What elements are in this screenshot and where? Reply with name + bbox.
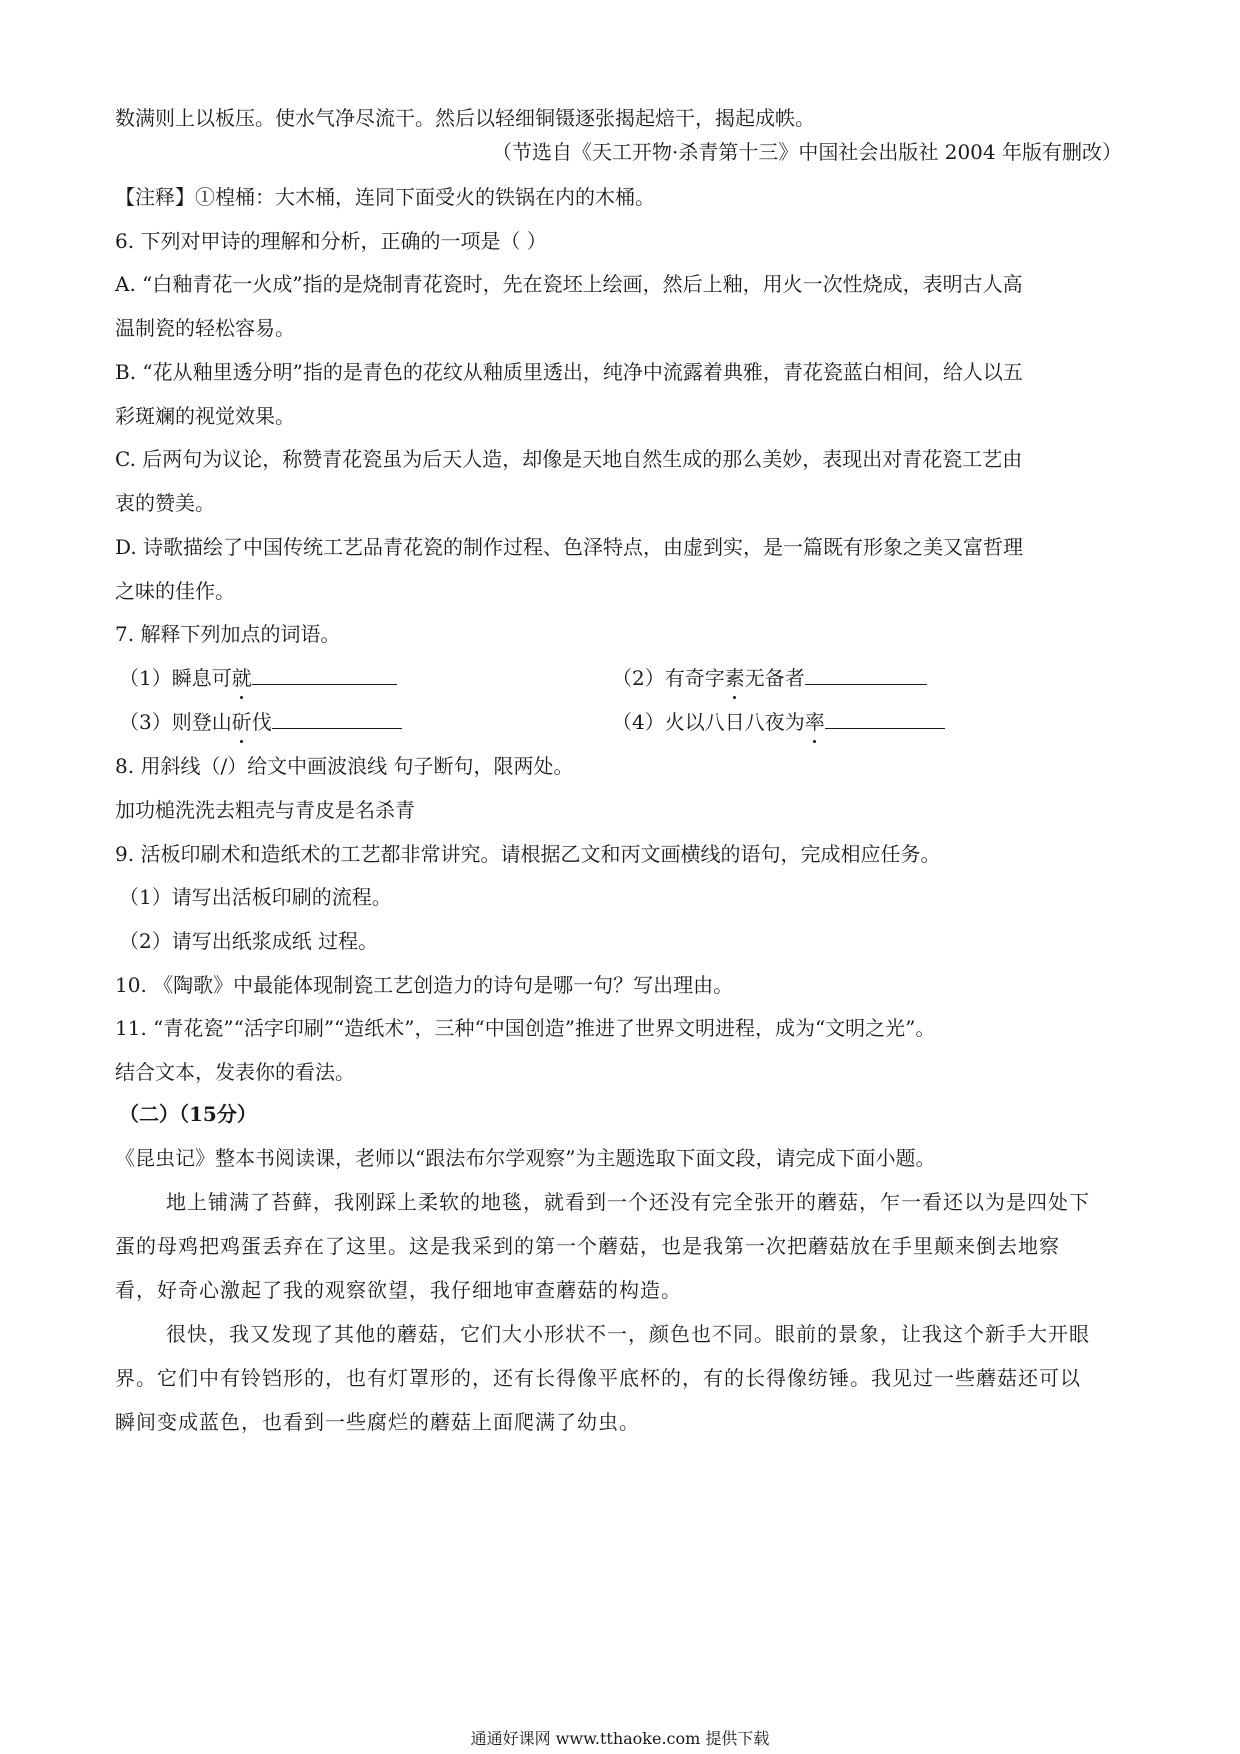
excerpt-p2-line2: 界。它们中有铃铛形的，也有灯罩形的，还有长得像平底杯的，有的长得像纺锤。我见过一些蘑菇还可以 (115, 1366, 1081, 1390)
option-a-line1: A. “白釉青花一火成”指的是烧制青花瓷时，先在瓷坯上绘画，然后上釉，用火一次性烧成，表明古人高 (115, 272, 1023, 296)
option-d-line2: 之味的佳作。 (115, 579, 235, 603)
question-11-line1: 11. “青花瓷”“活字印刷”“造纸术”，三种“中国创造”推进了世界文明进程，成为“文明之光”。 (115, 1016, 936, 1040)
q7-answer-blank-2[interactable] (805, 662, 927, 685)
q7-item-1 (119, 662, 397, 694)
q7-item-1-text: （1）瞬息可 (119, 666, 232, 690)
q7-item-3-text: （3）则登山 (119, 710, 232, 734)
question-6-stem: 6. 下列对甲诗的理解和分析，正确的一项是（ ） (115, 229, 547, 253)
passage-source: （节选自《天工开物·杀青第十三》中国社会出版社 2004 年版有删改） (492, 140, 1122, 164)
q7-item-1-dotted: 就 (232, 662, 252, 694)
q7-answer-blank-1[interactable] (252, 662, 397, 685)
q7-item-3-dotted: 斫 (232, 706, 252, 738)
section-2-intro: 《昆虫记》整本书阅读课，老师以“跟法布尔学观察”为主题选取下面文段，请完成下面小题。 (115, 1146, 936, 1170)
question-8-stem: 8. 用斜线（/）给文中画波浪线 句子断句，限两处。 (115, 754, 574, 778)
option-c-line1: C. 后两句为议论，称赞青花瓷虽为后天人造，却像是天地自然生成的那么美妙，表现出对青花瓷工艺由 (115, 447, 1023, 471)
option-b-line1: B. “花从釉里透分明”指的是青色的花纹从釉质里透出，纯净中流露着典雅，青花瓷蓝白相间，给人以五 (115, 360, 1023, 384)
option-b-line2: 彩斑斓的视觉效果。 (115, 404, 295, 428)
question-9-sub-2: （2）请写出纸浆成纸 过程。 (119, 929, 379, 953)
excerpt-p1-line3: 看，好奇心激起了我的观察欲望，我仔细地审查蘑菇的构造。 (115, 1278, 682, 1302)
question-11-line2: 结合文本，发表你的看法。 (115, 1060, 355, 1084)
q7-item-2-text: （2）有奇字 (612, 666, 725, 690)
q7-item-4 (612, 706, 945, 738)
q7-answer-blank-4[interactable] (825, 706, 945, 729)
option-a-line2: 温制瓷的轻松容易。 (115, 316, 295, 340)
excerpt-p1-line1: 地上铺满了苔藓，我刚踩上柔软的地毯，就看到一个还没有完全张开的蘑菇，乍一看还以为是四处下 (166, 1190, 1090, 1214)
section-2-title: （二）（15分） (119, 1102, 257, 1126)
q7-item-2-tail: 无备者 (744, 666, 805, 690)
option-c-line2: 衷的赞美。 (115, 491, 215, 515)
q7-item-4-dotted: 率 (805, 706, 825, 738)
q7-item-2 (612, 662, 927, 694)
option-d-line1: D. 诗歌描绘了中国传统工艺品青花瓷的制作过程、色泽特点，由虚到实，是一篇既有形象之美又富哲理 (115, 535, 1024, 559)
q7-item-3-tail: 伐 (251, 710, 272, 734)
excerpt-p2-line1: 很快，我又发现了其他的蘑菇，它们大小形状不一，颜色也不同。眼前的景象，让我这个新手大开眼 (166, 1322, 1090, 1346)
question-10: 10. 《陶歌》中最能体现制瓷工艺创造力的诗句是哪一句？写出理由。 (115, 973, 734, 997)
question-9-stem: 9. 活板印刷术和造纸术的工艺都非常讲究。请根据乙文和丙文画横线的语句，完成相应任务。 (115, 842, 941, 866)
q7-item-4-text: （4）火以八日八夜为 (612, 710, 805, 734)
q7-item-2-dotted: 素 (725, 662, 745, 694)
question-7-stem: 7. 解释下列加点的词语。 (115, 622, 341, 646)
passage-last-line: 数满则上以板压。使水气净尽流干。然后以轻细铜镊逐张揭起焙干，揭起成帙。 (115, 106, 815, 130)
passage-note: 【注释】①楻桶：大木桶，连同下面受火的铁锅在内的木桶。 (115, 185, 655, 209)
excerpt-p1-line2: 蛋的母鸡把鸡蛋丢弃在了这里。这是我采到的第一个蘑菇，也是我第一次把蘑菇放在手里颠来倒去地察 (115, 1234, 1060, 1258)
excerpt-p2-line3: 瞬间变成蓝色，也看到一些腐烂的蘑菇上面爬满了幼虫。 (115, 1410, 640, 1434)
page-footer: 通通好课网 www.tthaoke.com 提供下载 (470, 1729, 770, 1748)
question-8-sentence: 加功槌洗洗去粗壳与青皮是名杀青 (115, 798, 415, 822)
question-9-sub-1: （1）请写出活板印刷的流程。 (119, 885, 392, 909)
q7-answer-blank-3[interactable] (272, 706, 402, 729)
q7-item-3 (119, 706, 402, 738)
